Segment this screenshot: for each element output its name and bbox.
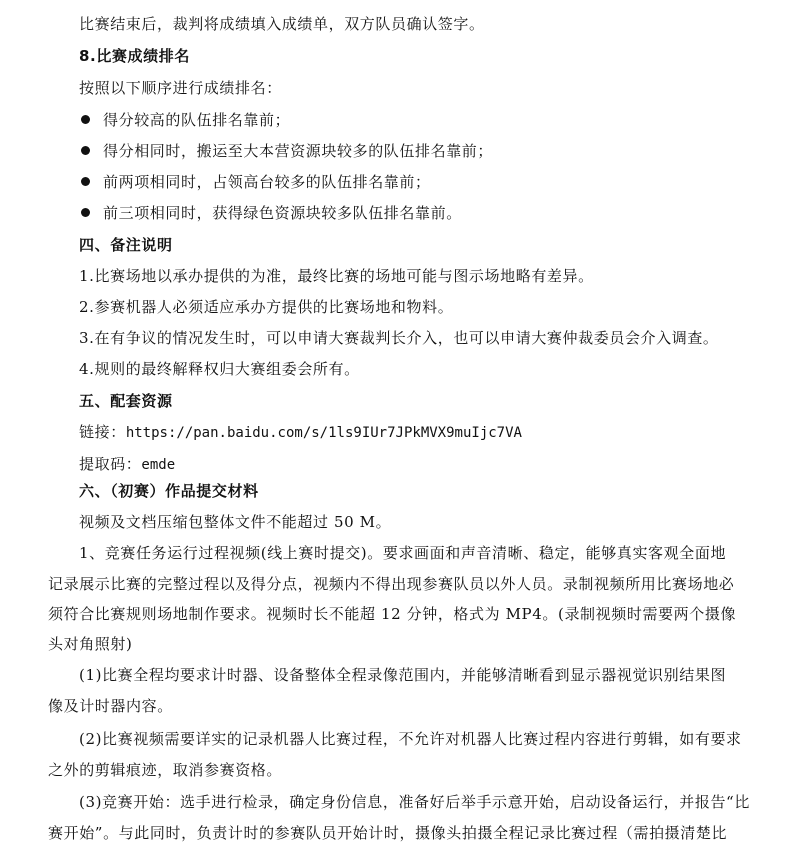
link-label: 链接： xyxy=(79,423,126,441)
note-item: 1.比赛场地以承办提供的为准，最终比赛的场地可能与图示场地略有差异。 xyxy=(79,267,594,285)
extract-code-value: emde xyxy=(141,457,176,473)
size-note: 视频及文档压缩包整体文件不能超过 50 M。 xyxy=(79,513,392,531)
section-8-heading: 8.比赛成绩排名 xyxy=(79,47,190,65)
bullet-icon xyxy=(81,177,90,186)
paragraph-line: 记录展示比赛的完整过程以及得分点，视频内不得出现参赛队员以外人员。录制视频所用比赛场地必 xyxy=(48,575,735,593)
note-item: 4.规则的最终解释权归大赛组委会所有。 xyxy=(79,360,360,378)
paragraph-line: 1、竞赛任务运行过程视频(线上赛时提交)。要求画面和声音清晰、稳定，能够真实客观全面地 xyxy=(79,544,727,562)
paragraph-line: (2)比赛视频需要详实的记录机器人比赛过程，不允许对机器人比赛过程内容进行剪辑，如有要求 xyxy=(79,730,742,748)
ranking-item-text: 前两项相同时，占领高台较多的队伍排名靠前； xyxy=(103,173,431,191)
intro-line: 比赛结束后，裁判将成绩填入成绩单，双方队员确认签字。 xyxy=(79,15,485,33)
section-8-lead: 按照以下顺序进行成绩排名： xyxy=(79,79,282,97)
note-item: 3.在有争议的情况发生时，可以申请大赛裁判长介入，也可以申请大赛仲裁委员会介入调查。 xyxy=(79,329,719,347)
bullet-icon xyxy=(81,115,90,124)
extract-code-label: 提取码： xyxy=(79,455,142,473)
paragraph-line: (3)竞赛开始：选手进行检录，确定身份信息，准备好后举手示意开始，启动设备运行，并报告“比 xyxy=(79,793,750,811)
bullet-icon xyxy=(81,208,90,217)
paragraph-line: 之外的剪辑痕迹，取消参赛资格。 xyxy=(48,761,283,779)
bullet-icon xyxy=(81,146,90,155)
paragraph-line: 赛开始”。与此同时，负责计时的参赛队员开始计时，摄像头拍摄全程记录比赛过程（需拍摄清楚比 xyxy=(48,824,728,842)
ranking-item-text: 前三项相同时，获得绿色资源块较多队伍排名靠前。 xyxy=(103,204,462,222)
note-item: 2.参赛机器人必须适应承办方提供的比赛场地和物料。 xyxy=(79,298,454,316)
resource-link-row xyxy=(79,422,522,443)
section-5-heading: 五、配套资源 xyxy=(79,392,173,410)
resource-link[interactable]: https://pan.baidu.com/s/1ls9IUr7JPkMVX9muIjc7VA xyxy=(125,425,522,441)
paragraph-line: 须符合比赛规则场地制作要求。视频时长不能超 12 分钟，格式为 MP4。(录制视频时需要两个摄像 xyxy=(48,605,737,623)
paragraph-line: 头对角照射) xyxy=(48,635,133,653)
ranking-item-text: 得分相同时，搬运至大本营资源块较多的队伍排名靠前； xyxy=(103,142,494,160)
section-6-heading: 六、（初赛）作品提交材料 xyxy=(79,482,259,500)
section-4-heading: 四、备注说明 xyxy=(79,236,173,254)
paragraph-line: 像及计时器内容。 xyxy=(48,697,173,715)
paragraph-line: (1)比赛全程均要求计时器、设备整体全程录像范围内，并能够清晰看到显示器视觉识别结果图 xyxy=(79,666,727,684)
ranking-item-text: 得分较高的队伍排名靠前； xyxy=(103,111,291,129)
extract-code-row xyxy=(79,454,175,475)
